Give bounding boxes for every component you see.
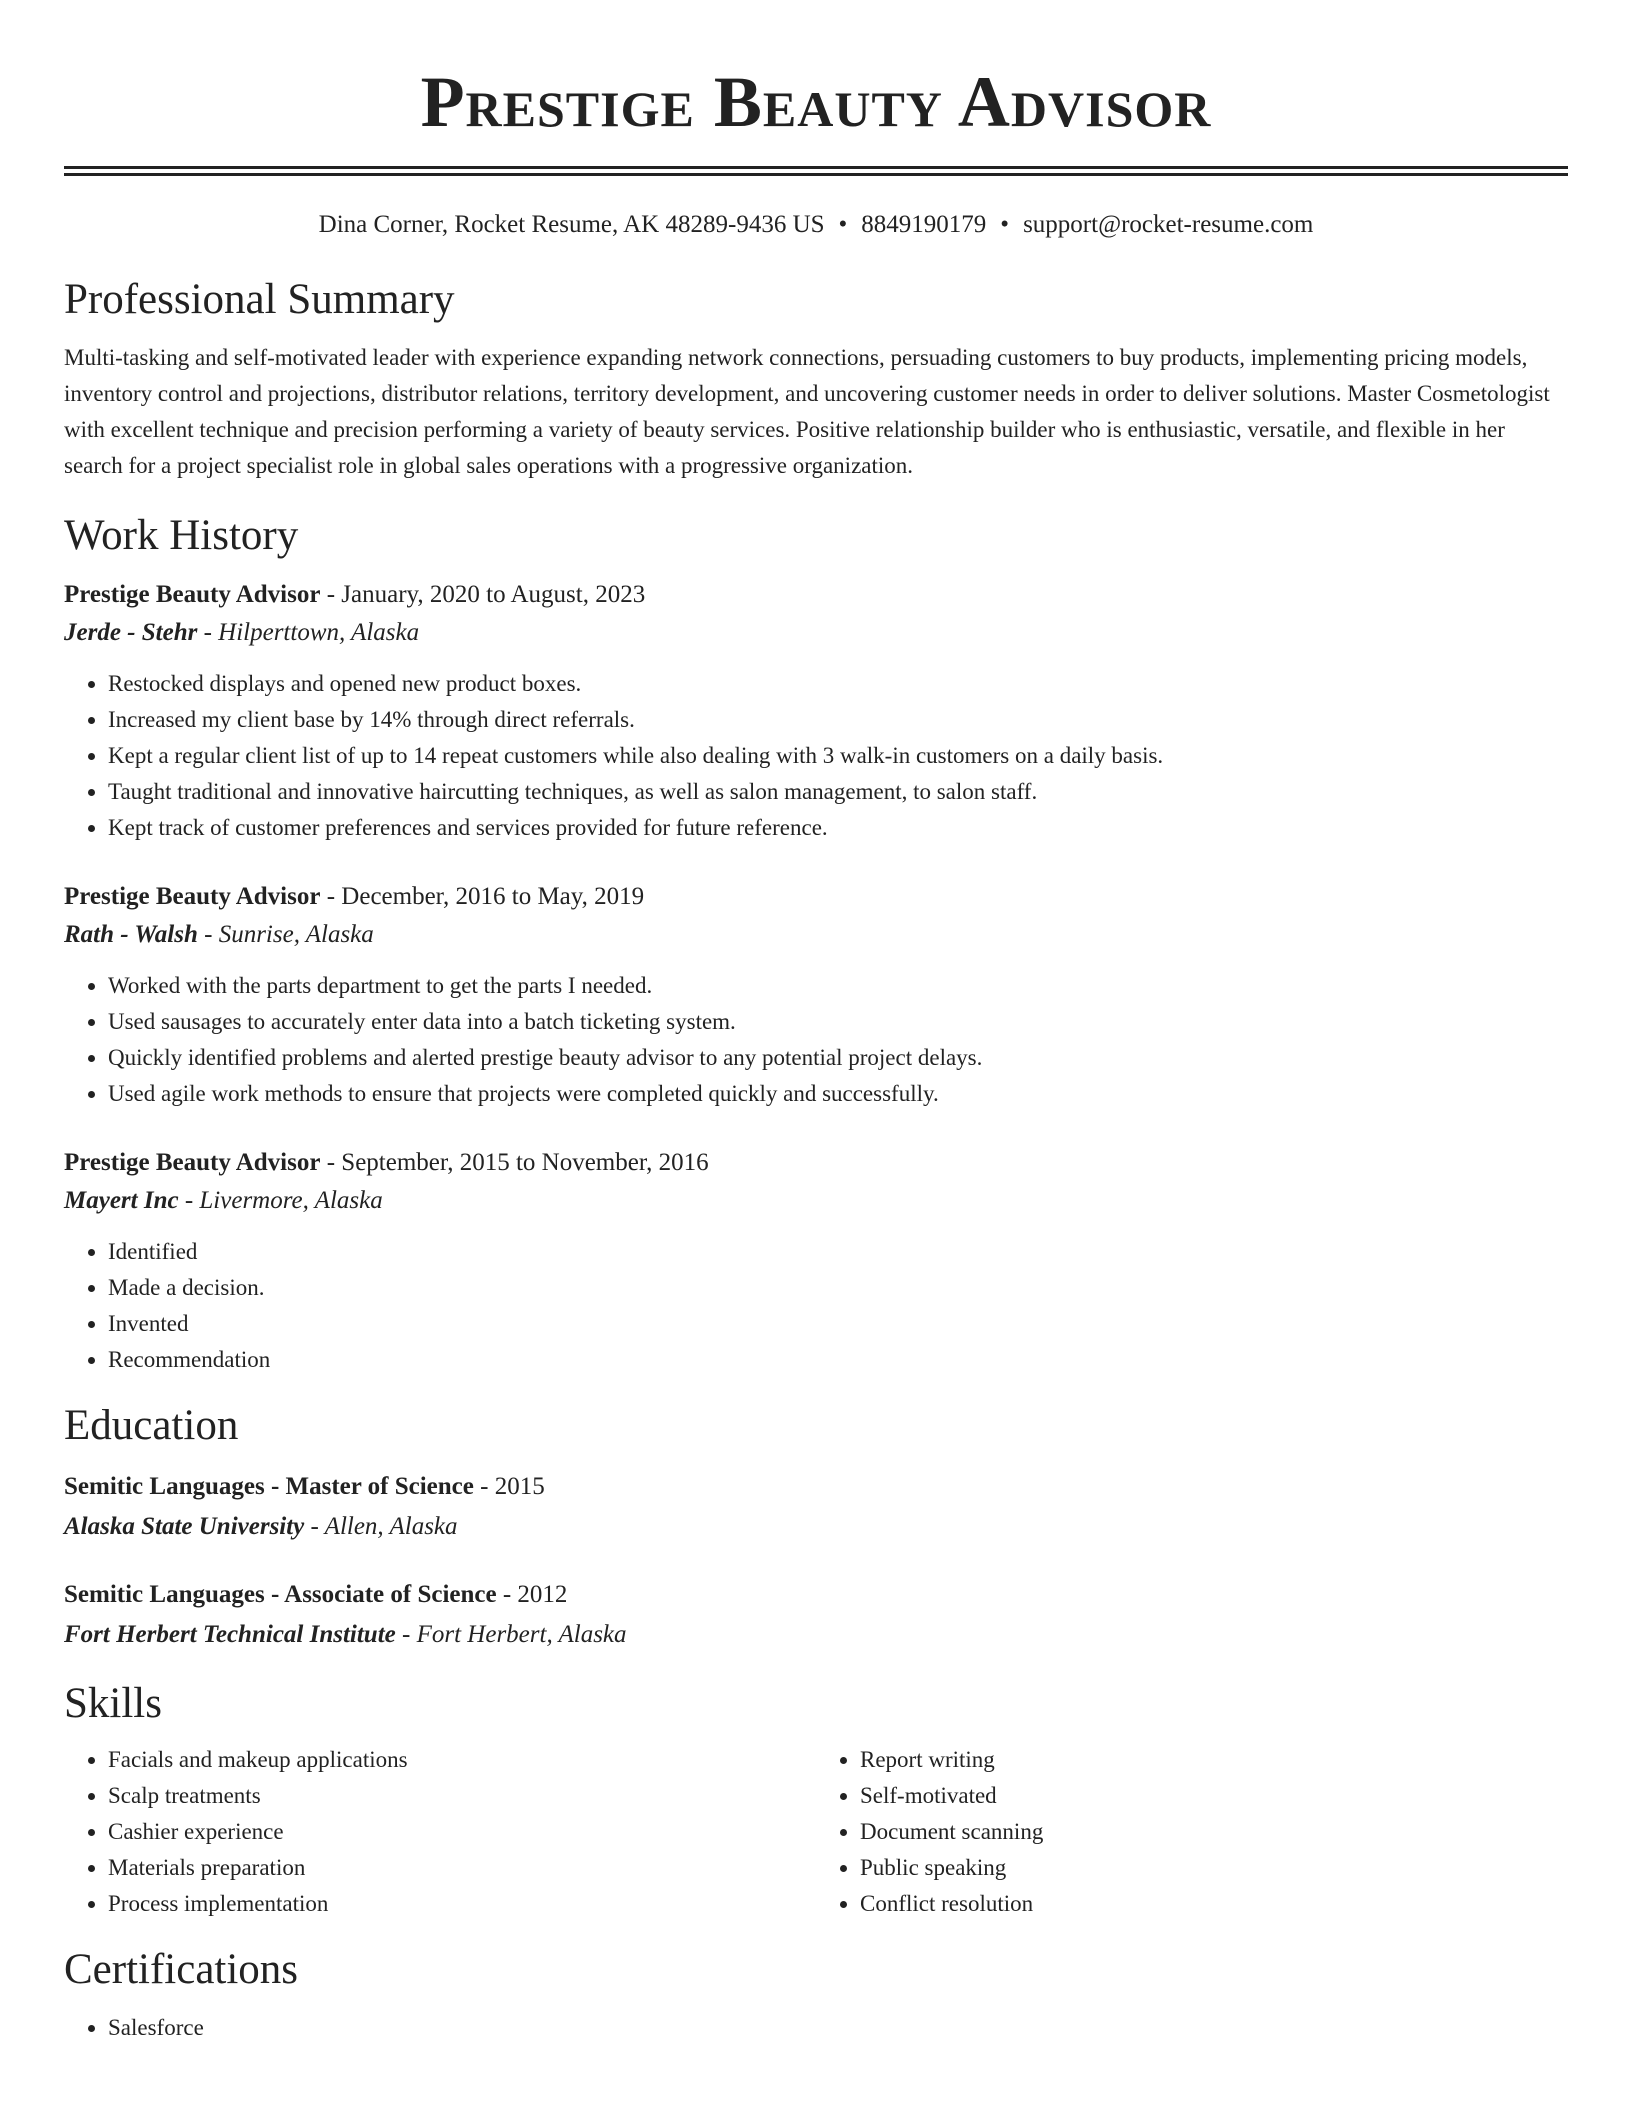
skills-list-right xyxy=(816,1742,1568,1922)
job-title-line xyxy=(64,878,1568,916)
contact-address: Dina Corner, Rocket Resume, AK 48289-9436 US xyxy=(318,211,825,238)
dash: - xyxy=(496,1581,518,1608)
header-divider xyxy=(64,166,1568,176)
list-item: • Materials preparation xyxy=(108,1850,816,1886)
job-title: Prestige Beauty Advisor xyxy=(64,883,321,910)
list-item: • Kept a regular client list of up to 14 repeat customers while also dealing with 3 walk-in customers on a daily basis. xyxy=(108,738,1568,774)
job-entry xyxy=(64,1144,1568,1378)
contact-separator: • xyxy=(1000,211,1010,238)
list-item: • Facials and makeup applications xyxy=(108,1742,816,1778)
school-line xyxy=(64,1508,1568,1546)
job-entry xyxy=(64,576,1568,846)
list-item: • Worked with the parts department to get the parts I needed. xyxy=(108,968,1568,1004)
school-name: Fort Herbert Technical Institute xyxy=(64,1621,396,1648)
dash: - xyxy=(178,1187,200,1214)
list-item: • Quickly identified problems and alerted prestige beauty advisor to any potential project delays. xyxy=(108,1040,1568,1076)
dash: - xyxy=(197,921,219,948)
education-entry xyxy=(64,1468,1568,1546)
list-item: • Conflict resolution xyxy=(860,1886,1568,1922)
job-dates: September, 2015 to November, 2016 xyxy=(341,1149,709,1176)
degree-year: 2015 xyxy=(494,1473,545,1500)
job-company: Jerde - Stehr xyxy=(64,619,198,646)
job-dates: January, 2020 to August, 2023 xyxy=(341,581,646,608)
skills-columns xyxy=(64,1730,1568,1922)
job-company: Mayert Inc xyxy=(64,1187,179,1214)
dash: - xyxy=(395,1621,417,1648)
list-item: • Restocked displays and opened new product boxes. xyxy=(108,666,1568,702)
degree-line xyxy=(64,1576,1568,1614)
job-title-line xyxy=(64,576,1568,614)
list-item: • Public speaking xyxy=(860,1850,1568,1886)
job-dates: December, 2016 to May, 2019 xyxy=(341,883,645,910)
list-item: • Made a decision. xyxy=(108,1270,1568,1306)
resume-page xyxy=(64,0,1568,2046)
degree-year: 2012 xyxy=(517,1581,568,1608)
job-title: Prestige Beauty Advisor xyxy=(64,1149,321,1176)
list-item: • Used sausages to accurately enter data into a batch ticketing system. xyxy=(108,1004,1568,1040)
education-section xyxy=(64,1400,1568,1654)
school-location: Allen, Alaska xyxy=(324,1513,458,1540)
list-item: • Scalp treatments xyxy=(108,1778,816,1814)
list-item: • Increased my client base by 14% through direct referrals. xyxy=(108,702,1568,738)
list-item: • Cashier experience xyxy=(108,1814,816,1850)
job-location: Livermore, Alaska xyxy=(199,1187,383,1214)
degree: Semitic Languages - Master of Science xyxy=(64,1473,474,1500)
section-heading-skills: Skills xyxy=(64,1680,162,1727)
school-location: Fort Herbert, Alaska xyxy=(416,1621,627,1648)
section-heading-education: Education xyxy=(64,1402,239,1449)
job-bullets xyxy=(64,666,1568,846)
dash: - xyxy=(320,581,342,608)
dash: - xyxy=(320,1149,342,1176)
dash: - xyxy=(304,1513,325,1540)
education-entry xyxy=(64,1576,1568,1654)
section-heading-certifications: Certifications xyxy=(64,1946,299,1993)
job-title-line xyxy=(64,1144,1568,1182)
list-item: • Process implementation xyxy=(108,1886,816,1922)
contact-phone: 8849190179 xyxy=(861,211,987,238)
dash: - xyxy=(320,883,342,910)
list-item: • Identified xyxy=(108,1234,1568,1270)
skills-section xyxy=(64,1678,1568,1922)
list-item: • Taught traditional and innovative haircutting techniques, as well as salon management, to salon staff. xyxy=(108,774,1568,810)
dash: - xyxy=(197,619,219,646)
list-item: • Recommendation xyxy=(108,1342,1568,1378)
list-item: • Document scanning xyxy=(860,1814,1568,1850)
job-entry xyxy=(64,878,1568,1112)
list-item: • Kept track of customer preferences and services provided for future reference. xyxy=(108,810,1568,846)
contact-separator: • xyxy=(838,211,848,238)
summary-section xyxy=(64,274,1568,484)
school-line xyxy=(64,1616,1568,1654)
work-section xyxy=(64,510,1568,1378)
certifications-list xyxy=(64,2010,1568,2046)
school-name: Alaska State University xyxy=(64,1513,305,1540)
job-bullets xyxy=(64,968,1568,1112)
job-company-line xyxy=(64,1182,1568,1220)
certifications-section xyxy=(64,1944,1568,2046)
list-item: • Report writing xyxy=(860,1742,1568,1778)
skills-list-left xyxy=(64,1742,816,1922)
list-item: • Self-motivated xyxy=(860,1778,1568,1814)
summary-text: Multi-tasking and self-motivated leader with experience expanding network connections, persuading customers to buy products, implementing pricing models, inventory control and projections, distributor relations, territory development, and uncovering customer needs in order to deliver solutions. Master Cosmetologist with excellent technique and precision performing a variety of beauty services. Positive relationship builder who is enthusiastic, versatile, and flexible in her search for a project specialist role in global sales operations with a progressive organization. xyxy=(64,345,1550,478)
job-bullets xyxy=(64,1234,1568,1378)
job-location: Hilperttown, Alaska xyxy=(218,619,420,646)
section-heading-summary: Professional Summary xyxy=(64,276,455,323)
job-company-line xyxy=(64,614,1568,652)
degree-line xyxy=(64,1468,1568,1506)
resume-name: Prestige Beauty Advisor xyxy=(420,62,1212,142)
list-item: • Invented xyxy=(108,1306,1568,1342)
job-company: Rath - Walsh xyxy=(64,921,198,948)
job-company-line xyxy=(64,916,1568,954)
degree: Semitic Languages - Associate of Science xyxy=(64,1581,497,1608)
list-item: • Used agile work methods to ensure that projects were completed quickly and successfully. xyxy=(108,1076,1568,1112)
contact-line xyxy=(64,210,1568,240)
job-title: Prestige Beauty Advisor xyxy=(64,581,321,608)
dash: - xyxy=(473,1473,495,1500)
contact-email: support@rocket-resume.com xyxy=(1023,211,1314,238)
section-heading-work: Work History xyxy=(64,512,299,559)
job-location: Sunrise, Alaska xyxy=(218,921,374,948)
list-item: • Salesforce xyxy=(108,2010,1568,2046)
